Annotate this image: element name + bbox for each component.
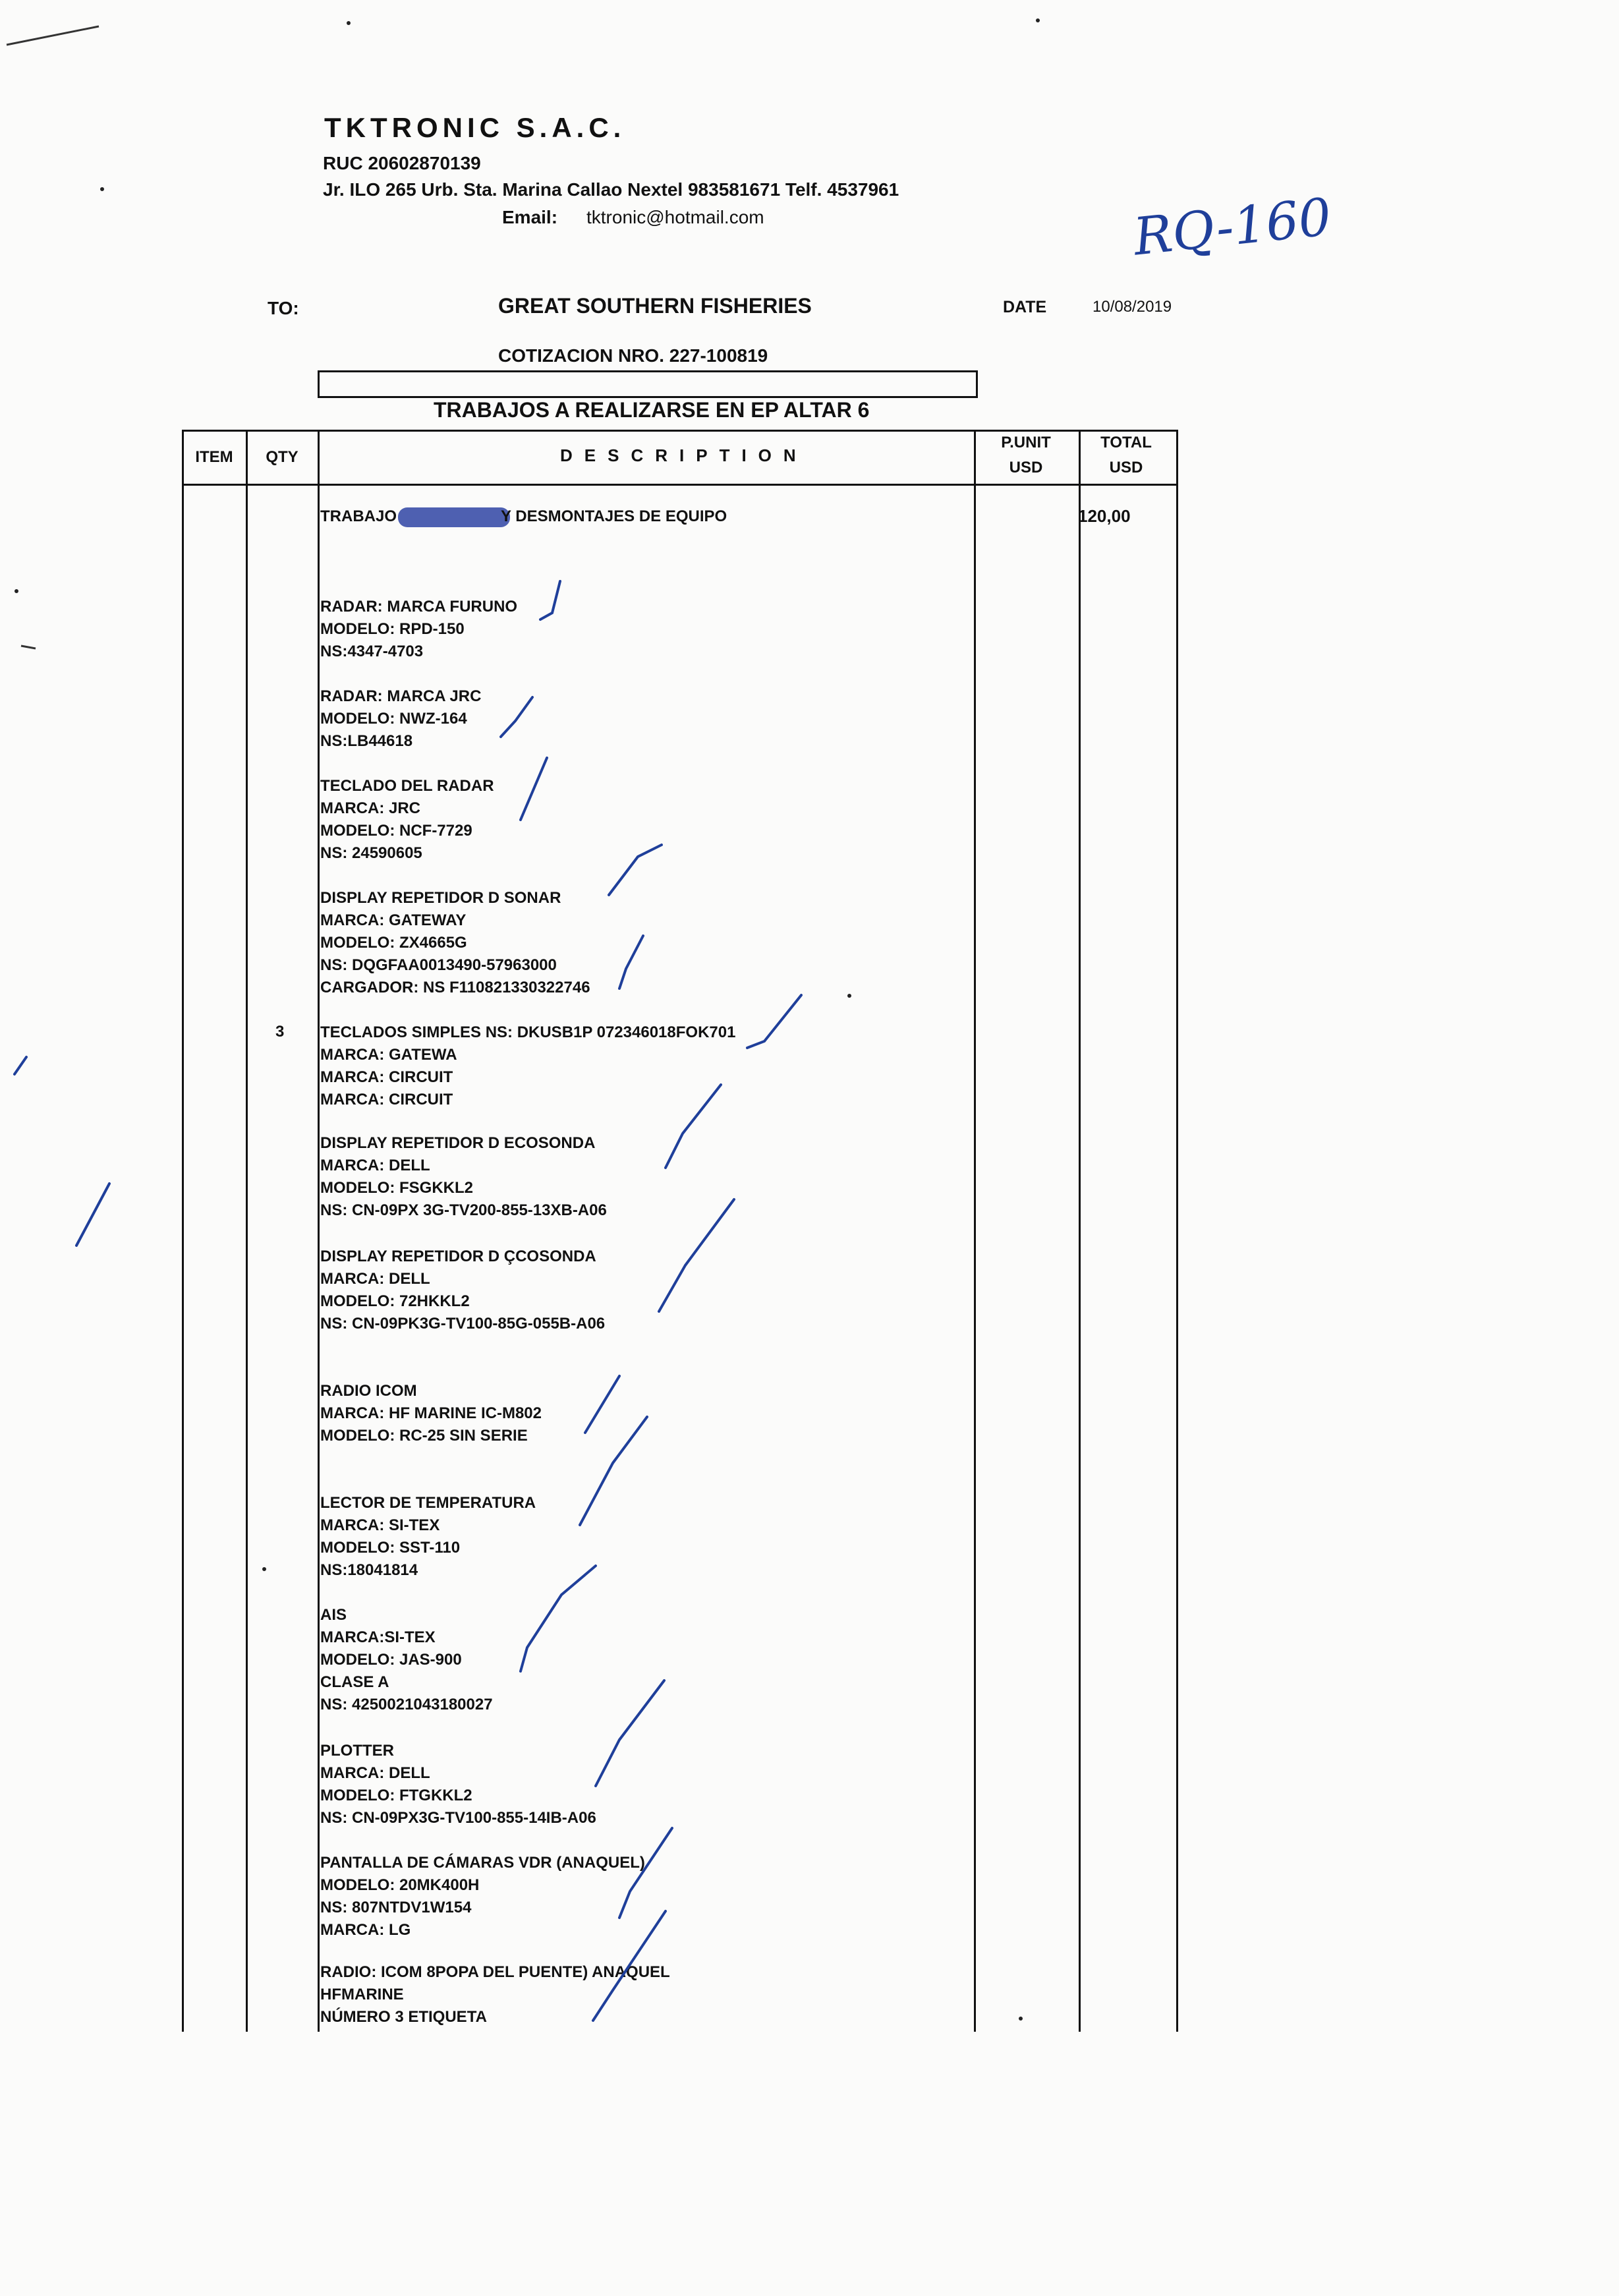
description-line: MARCA: DELL: [320, 1270, 430, 1288]
description-line: MODELO: NWZ-164: [320, 710, 467, 728]
date-value: 10/08/2019: [1093, 298, 1172, 316]
description-line: TRABAJO: [320, 507, 397, 525]
check-mark-icon: [593, 1911, 666, 2021]
date-label: DATE: [1003, 298, 1047, 316]
handwritten-reference: RQ-160: [1131, 187, 1334, 268]
to-label: TO:: [268, 298, 299, 318]
row-total: 120,00: [1078, 506, 1131, 526]
description-line: RADIO ICOM: [320, 1382, 417, 1400]
description-line: MODELO: JAS-900: [320, 1651, 462, 1669]
quotation-number: COTIZACION NRO. 227-100819: [498, 345, 768, 366]
description-line: HFMARINE: [320, 1986, 404, 2003]
description-line: RADIO: ICOM 8POPA DEL PUENTE) ANAQUEL: [320, 1963, 670, 1981]
description-line: CLASE A: [320, 1673, 389, 1691]
description-line: MARCA: HF MARINE IC-M802: [320, 1404, 542, 1422]
scan-speck: [1019, 2017, 1023, 2021]
description-line: RADAR: MARCA FURUNO: [320, 598, 518, 616]
scan-speck: [347, 21, 351, 25]
description-line: MARCA: DELL: [320, 1157, 430, 1174]
description-line: MARCA:SI-TEX: [320, 1628, 436, 1646]
column-header-description: DESCRIPTION: [560, 445, 808, 465]
description-line: MARCA: GATEWAY: [320, 911, 467, 929]
description-line: MODELO: SST-110: [320, 1539, 461, 1557]
description-line: RADAR: MARCA JRC: [320, 687, 482, 705]
check-mark-icon: [666, 1085, 721, 1168]
check-mark-icon: [659, 1199, 734, 1311]
description-line: MARCA: DELL: [320, 1764, 430, 1782]
check-mark-icon: [501, 697, 532, 737]
column-header-qty: QTY: [266, 448, 298, 466]
check-mark-icon: [619, 1828, 672, 1918]
check-mark-icon: [585, 1376, 619, 1433]
description-line: NS: CN-09PK3G-TV100-85G-055B-A06: [320, 1315, 606, 1333]
check-mark-icon: [521, 1566, 596, 1671]
column-header-total-currency: USD: [1109, 459, 1143, 476]
description-line: MODELO: FSGKKL2: [320, 1179, 473, 1197]
check-mark-icon: [619, 936, 643, 989]
description-line: MARCA: CIRCUIT: [320, 1091, 453, 1108]
description-line: NS: 4250021043180027: [320, 1696, 493, 1713]
column-header-total: TOTAL: [1100, 434, 1152, 451]
margin-pen-stroke: [21, 646, 36, 648]
description-line: DISPLAY REPETIDOR D SONAR: [320, 889, 561, 907]
description-line: MODELO: RPD-150: [320, 620, 465, 638]
check-mark-icon: [596, 1680, 664, 1786]
scan-speck: [14, 589, 18, 593]
margin-pen-stroke: [7, 26, 99, 45]
description-line: MARCA: LG: [320, 1921, 411, 1939]
description-line: NS:4347-4703: [320, 643, 424, 660]
column-header-item: ITEM: [195, 448, 233, 466]
description-line: NS: DQGFAA0013490-57963000: [320, 956, 557, 974]
check-mark-icon: [580, 1417, 647, 1525]
description-line: PLOTTER: [320, 1742, 394, 1760]
row-qty: 3: [275, 1023, 285, 1041]
description-line: NS: 24590605: [320, 844, 422, 862]
description-line: MARCA: JRC: [320, 799, 420, 817]
margin-pen-stroke: [14, 1057, 26, 1074]
scan-speck: [1036, 18, 1040, 22]
check-mark-icon: [521, 758, 547, 820]
description-line: NS: CN-09PX 3G-TV200-855-13XB-A06: [320, 1201, 607, 1219]
description-line: MODELO: RC-25 SIN SERIE: [320, 1427, 528, 1445]
check-mark-icon: [747, 995, 801, 1048]
scan-speck: [847, 994, 851, 998]
description-line: MODELO: ZX4665G: [320, 934, 467, 952]
description-line: NS: 807NTDV1W154: [320, 1899, 472, 1916]
description-line: Y DESMONTAJES DE EQUIPO: [501, 507, 727, 525]
description-line: MODELO: FTGKKL2: [320, 1787, 472, 1804]
description-line: DISPLAY REPETIDOR D ÇCOSONDA: [320, 1248, 596, 1265]
company-name: TKTRONIC S.A.C.: [324, 112, 626, 143]
description-line: NS: CN-09PX3G-TV100-855-14IB-A06: [320, 1809, 596, 1827]
email-label: Email:: [502, 207, 558, 227]
description-line: NS:LB44618: [320, 732, 413, 750]
description-line: MODELO: 20MK400H: [320, 1876, 480, 1894]
description-line: NS:18041814: [320, 1561, 418, 1579]
check-mark-icon: [540, 581, 560, 619]
description-line: MODELO: 72HKKL2: [320, 1292, 470, 1310]
company-email: tktronic@hotmail.com: [586, 207, 764, 227]
description-line: DISPLAY REPETIDOR D ECOSONDA: [320, 1134, 596, 1152]
description-line: LECTOR DE TEMPERATURA: [320, 1494, 536, 1512]
description-line: MARCA: GATEWA: [320, 1046, 457, 1064]
scan-speck: [100, 187, 104, 191]
to-name: GREAT SOUTHERN FISHERIES: [498, 294, 812, 318]
company-address: Jr. ILO 265 Urb. Sta. Marina Callao Nextel 983581671 Telf. 4537961: [323, 179, 899, 200]
check-mark-icon: [609, 845, 662, 895]
description-line: TECLADOS SIMPLES NS: DKUSB1P 072346018FOK701: [320, 1023, 736, 1041]
section-title: TRABAJOS A REALIZARSE EN EP ALTAR 6: [434, 398, 870, 422]
description-line: MARCA: CIRCUIT: [320, 1068, 453, 1086]
description-line: AIS: [320, 1606, 347, 1624]
description-line: CARGADOR: NS F110821330322746: [320, 979, 590, 996]
description-line: MODELO: NCF-7729: [320, 822, 472, 840]
column-header-punit-currency: USD: [1009, 459, 1043, 476]
description-line: TECLADO DEL RADAR: [320, 777, 494, 795]
description-line: PANTALLA DE CÁMARAS VDR (ANAQUEL): [320, 1854, 645, 1872]
description-line: NÚMERO 3 ETIQUETA: [320, 2008, 487, 2026]
description-line: MARCA: SI-TEX: [320, 1516, 440, 1534]
margin-pen-stroke: [76, 1184, 109, 1246]
column-header-punit: P.UNIT: [1001, 434, 1051, 451]
scan-speck: [262, 1567, 266, 1571]
company-ruc: RUC 20602870139: [323, 153, 481, 173]
